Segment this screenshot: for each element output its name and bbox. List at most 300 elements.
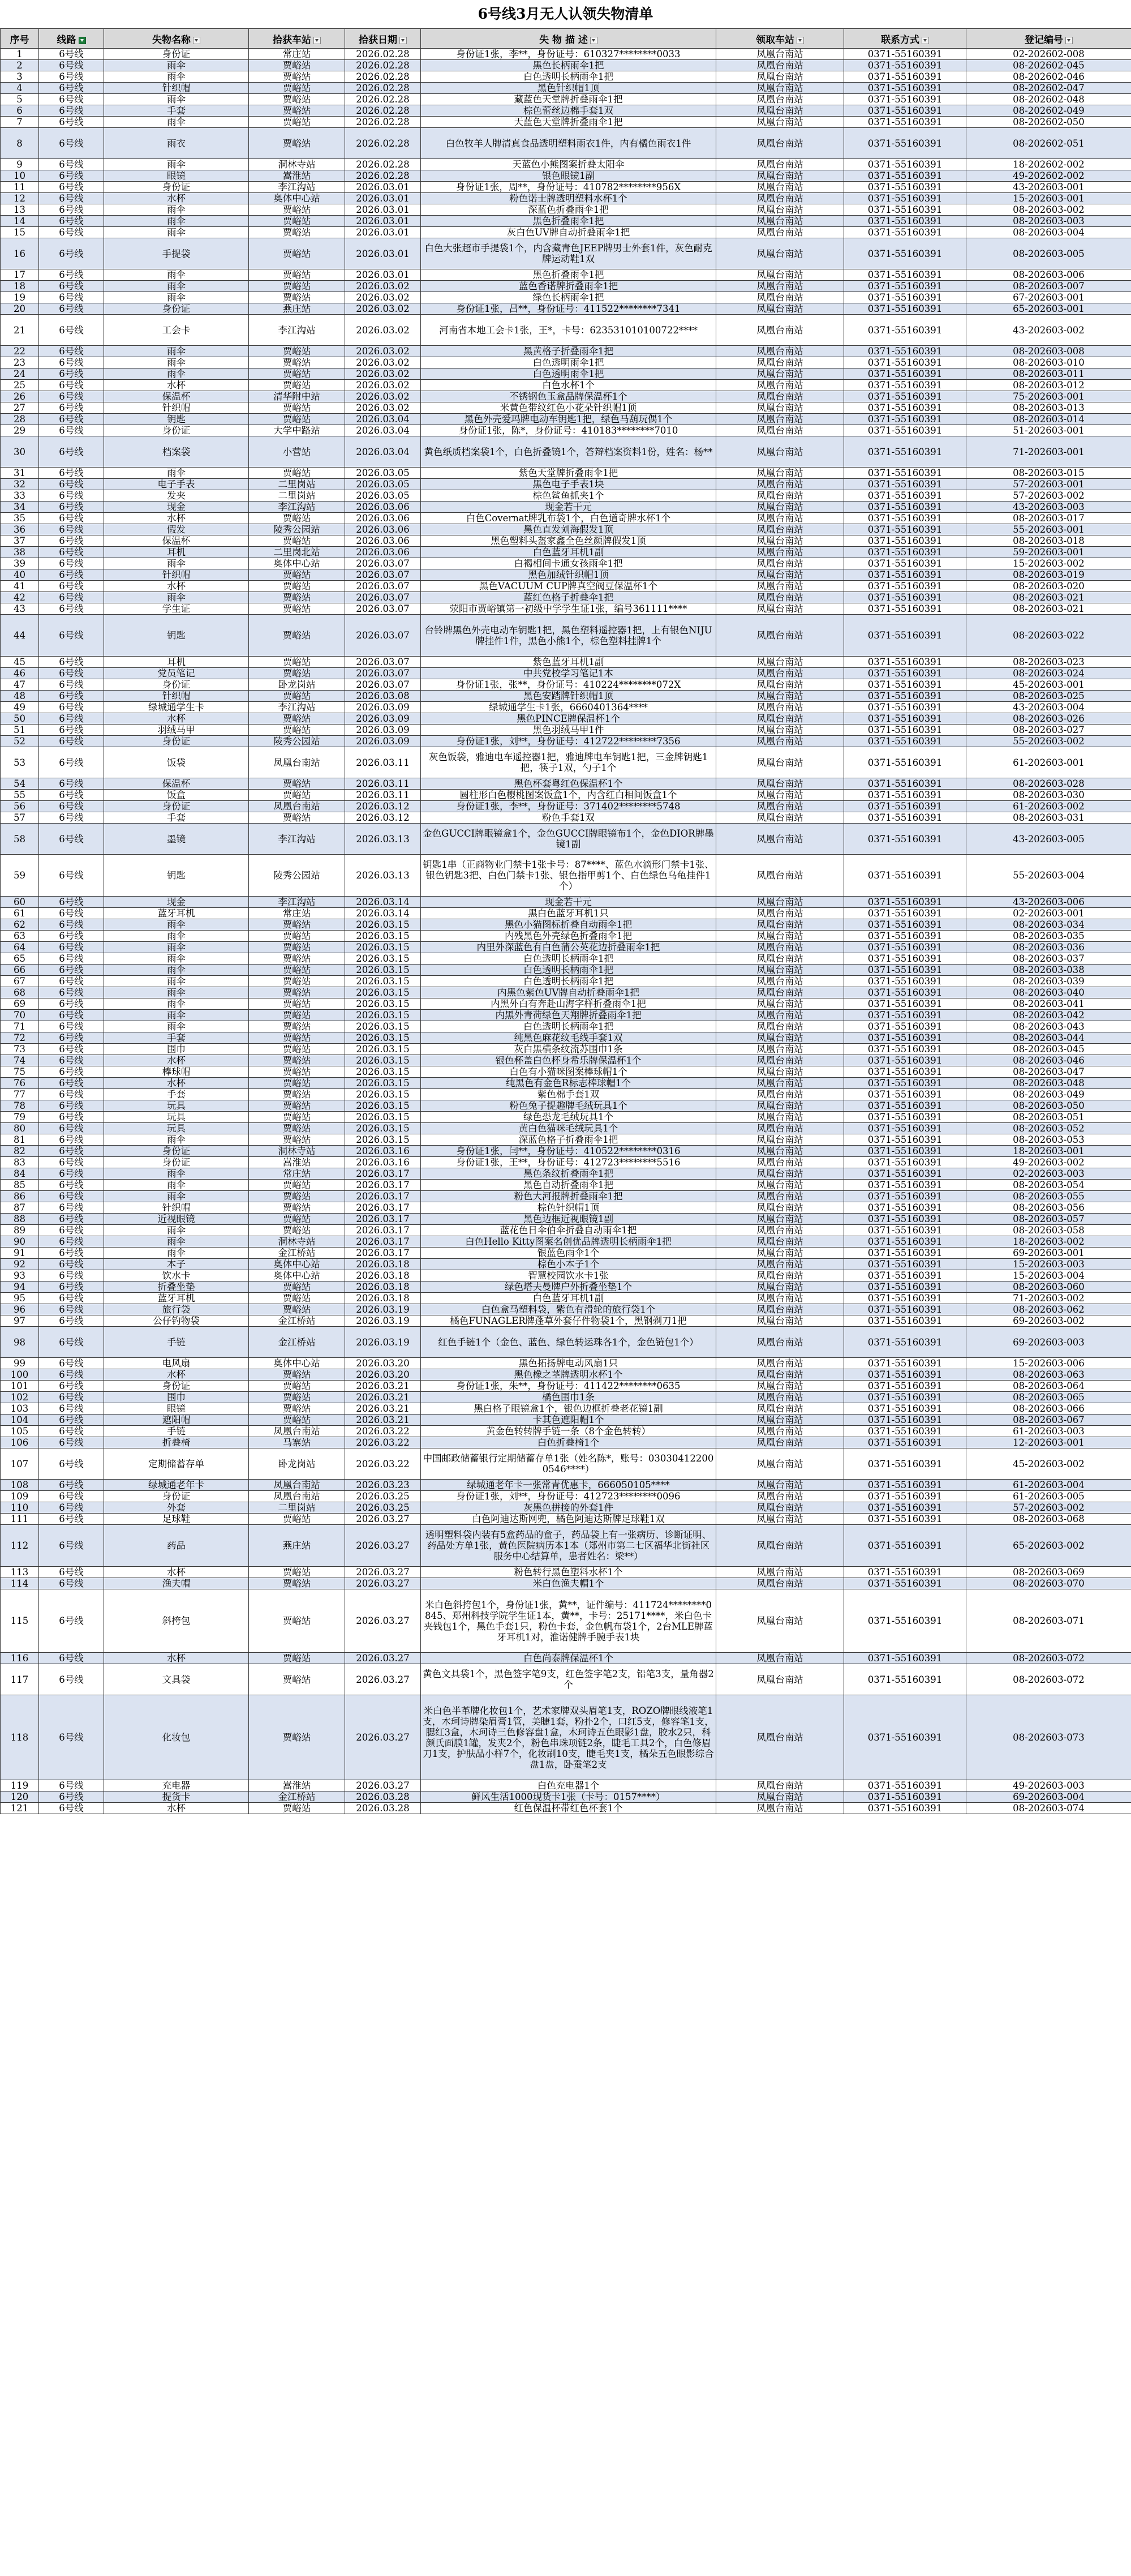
cell-desc[interactable]: 白色透明长柄雨伞1把: [421, 1021, 716, 1032]
cell-line[interactable]: 6号线: [39, 942, 104, 953]
cell-line[interactable]: 6号线: [39, 128, 104, 159]
cell-line[interactable]: 6号线: [39, 1259, 104, 1270]
cell-claim_at[interactable]: 凤凰台南站: [716, 1123, 844, 1134]
cell-reg[interactable]: 08-202603-052: [966, 1123, 1131, 1134]
cell-phone[interactable]: 0371-55160391: [844, 1134, 966, 1146]
cell-no[interactable]: 59: [1, 855, 39, 897]
cell-found_at[interactable]: 贾峪站: [249, 346, 345, 357]
cell-found_at[interactable]: 贾峪站: [249, 238, 345, 269]
cell-item[interactable]: 雨伞: [104, 987, 249, 998]
cell-phone[interactable]: 0371-55160391: [844, 855, 966, 897]
cell-phone[interactable]: 0371-55160391: [844, 1225, 966, 1236]
cell-claim_at[interactable]: 凤凰台南站: [716, 1437, 844, 1448]
cell-line[interactable]: 6号线: [39, 679, 104, 691]
cell-date[interactable]: 2026.03.02: [345, 391, 421, 402]
cell-found_at[interactable]: 小营站: [249, 436, 345, 468]
cell-phone[interactable]: 0371-55160391: [844, 1327, 966, 1358]
cell-date[interactable]: 2026.03.02: [345, 402, 421, 414]
cell-item[interactable]: 水杯: [104, 193, 249, 204]
cell-reg[interactable]: 08-202603-047: [966, 1066, 1131, 1078]
cell-desc[interactable]: 黑色边框近视眼镜1副: [421, 1214, 716, 1225]
cell-no[interactable]: 29: [1, 425, 39, 436]
cell-item[interactable]: 电子手表: [104, 479, 249, 490]
cell-phone[interactable]: 0371-55160391: [844, 668, 966, 679]
cell-line[interactable]: 6号线: [39, 170, 104, 182]
cell-date[interactable]: 2026.03.15: [345, 1123, 421, 1134]
cell-claim_at[interactable]: 凤凰台南站: [716, 368, 844, 380]
cell-no[interactable]: 63: [1, 931, 39, 942]
cell-reg[interactable]: 08-202603-049: [966, 1089, 1131, 1100]
cell-no[interactable]: 18: [1, 281, 39, 292]
cell-line[interactable]: 6号线: [39, 1514, 104, 1525]
cell-no[interactable]: 24: [1, 368, 39, 380]
cell-item[interactable]: 雨伞: [104, 1236, 249, 1248]
cell-date[interactable]: 2026.03.02: [345, 357, 421, 368]
cell-line[interactable]: 6号线: [39, 346, 104, 357]
cell-claim_at[interactable]: 凤凰台南站: [716, 1157, 844, 1168]
cell-desc[interactable]: 黑色PINCE牌保温杯1个: [421, 713, 716, 725]
cell-no[interactable]: 73: [1, 1044, 39, 1055]
cell-desc[interactable]: 紫色天堂牌折叠雨伞1把: [421, 468, 716, 479]
cell-line[interactable]: 6号线: [39, 1426, 104, 1437]
cell-reg[interactable]: 08-202603-046: [966, 1055, 1131, 1066]
cell-claim_at[interactable]: 凤凰台南站: [716, 668, 844, 679]
cell-reg[interactable]: 18-202602-002: [966, 159, 1131, 170]
cell-item[interactable]: 雨伞: [104, 1225, 249, 1236]
cell-reg[interactable]: 08-202603-065: [966, 1392, 1131, 1403]
cell-claim_at[interactable]: 凤凰台南站: [716, 83, 844, 94]
cell-date[interactable]: 2026.03.05: [345, 468, 421, 479]
cell-no[interactable]: 99: [1, 1358, 39, 1369]
cell-found_at[interactable]: 贾峪站: [249, 1415, 345, 1426]
cell-phone[interactable]: 0371-55160391: [844, 1032, 966, 1044]
cell-desc[interactable]: 内黑外青荷绿色天翔牌折叠雨伞1把: [421, 1010, 716, 1021]
cell-claim_at[interactable]: 凤凰台南站: [716, 128, 844, 159]
cell-phone[interactable]: 0371-55160391: [844, 812, 966, 824]
cell-item[interactable]: 耳机: [104, 657, 249, 668]
cell-found_at[interactable]: 贾峪站: [249, 357, 345, 368]
cell-phone[interactable]: 0371-55160391: [844, 380, 966, 391]
cell-no[interactable]: 1: [1, 49, 39, 60]
cell-no[interactable]: 7: [1, 117, 39, 128]
cell-desc[interactable]: 黑色塑料头盔家鑫全色丝颜牌假发1顶: [421, 535, 716, 547]
cell-no[interactable]: 110: [1, 1502, 39, 1514]
cell-found_at[interactable]: 贾峪站: [249, 976, 345, 987]
cell-desc[interactable]: 白色阿迪达斯网兜，橘色阿迪达斯牌足球鞋1双: [421, 1514, 716, 1525]
cell-item[interactable]: 针织帽: [104, 691, 249, 702]
cell-item[interactable]: 折叠椅: [104, 1437, 249, 1448]
cell-line[interactable]: 6号线: [39, 1010, 104, 1021]
cell-phone[interactable]: 0371-55160391: [844, 592, 966, 603]
cell-reg[interactable]: 08-202603-011: [966, 368, 1131, 380]
cell-date[interactable]: 2026.03.17: [345, 1180, 421, 1191]
cell-reg[interactable]: 67-202603-001: [966, 292, 1131, 303]
cell-reg[interactable]: 08-202603-021: [966, 592, 1131, 603]
cell-phone[interactable]: 0371-55160391: [844, 1304, 966, 1315]
cell-item[interactable]: 保温杯: [104, 535, 249, 547]
cell-desc[interactable]: 绿色恐龙毛绒玩具1个: [421, 1112, 716, 1123]
cell-item[interactable]: 档案袋: [104, 436, 249, 468]
cell-reg[interactable]: 08-202602-047: [966, 83, 1131, 94]
cell-claim_at[interactable]: 凤凰台南站: [716, 60, 844, 71]
cell-item[interactable]: 雨伞: [104, 204, 249, 216]
cell-item[interactable]: 遮阳帽: [104, 1415, 249, 1426]
cell-line[interactable]: 6号线: [39, 524, 104, 535]
cell-no[interactable]: 17: [1, 269, 39, 281]
cell-phone[interactable]: 0371-55160391: [844, 292, 966, 303]
cell-no[interactable]: 27: [1, 402, 39, 414]
cell-desc[interactable]: 纯黑色麻花纹毛线手套1双: [421, 1032, 716, 1044]
cell-line[interactable]: 6号线: [39, 1304, 104, 1315]
cell-phone[interactable]: 0371-55160391: [844, 558, 966, 569]
cell-item[interactable]: 雨伞: [104, 60, 249, 71]
cell-phone[interactable]: 0371-55160391: [844, 1392, 966, 1403]
cell-item[interactable]: 绿城通老年卡: [104, 1480, 249, 1491]
cell-desc[interactable]: 黑色直发刘海假发1顶: [421, 524, 716, 535]
cell-no[interactable]: 84: [1, 1168, 39, 1180]
cell-desc[interactable]: 鲜风生活1000现货卡1张（卡号：0157****）: [421, 1791, 716, 1803]
cell-no[interactable]: 92: [1, 1259, 39, 1270]
cell-item[interactable]: 蓝牙耳机: [104, 908, 249, 919]
cell-found_at[interactable]: 二里岗北站: [249, 547, 345, 558]
cell-claim_at[interactable]: 凤凰台南站: [716, 1327, 844, 1358]
cell-no[interactable]: 119: [1, 1780, 39, 1791]
cell-found_at[interactable]: 贾峪站: [249, 1392, 345, 1403]
cell-no[interactable]: 47: [1, 679, 39, 691]
cell-date[interactable]: 2026.03.15: [345, 1078, 421, 1089]
cell-no[interactable]: 33: [1, 490, 39, 502]
cell-no[interactable]: 86: [1, 1191, 39, 1202]
cell-date[interactable]: 2026.03.08: [345, 691, 421, 702]
cell-item[interactable]: 饭袋: [104, 747, 249, 778]
cell-no[interactable]: 2: [1, 60, 39, 71]
cell-no[interactable]: 60: [1, 897, 39, 908]
cell-desc[interactable]: 身份证1张，周**，身份证号：410782********956X: [421, 182, 716, 193]
cell-no[interactable]: 37: [1, 535, 39, 547]
cell-desc[interactable]: 黑色外壳爱玛牌电动车钥匙1把，绿色马葫玩偶1个: [421, 414, 716, 425]
cell-desc[interactable]: 天蓝色天堂牌折叠雨伞1把: [421, 117, 716, 128]
cell-phone[interactable]: 0371-55160391: [844, 402, 966, 414]
cell-claim_at[interactable]: 凤凰台南站: [716, 159, 844, 170]
cell-item[interactable]: 雨伞: [104, 357, 249, 368]
cell-line[interactable]: 6号线: [39, 1157, 104, 1168]
cell-no[interactable]: 109: [1, 1491, 39, 1502]
cell-item[interactable]: 围巾: [104, 1044, 249, 1055]
cell-phone[interactable]: 0371-55160391: [844, 490, 966, 502]
cell-item[interactable]: 雨伞: [104, 1010, 249, 1021]
cell-date[interactable]: 2026.03.11: [345, 747, 421, 778]
cell-no[interactable]: 46: [1, 668, 39, 679]
cell-line[interactable]: 6号线: [39, 49, 104, 60]
cell-desc[interactable]: 藏蓝色天堂牌折叠雨伞1把: [421, 94, 716, 105]
cell-date[interactable]: 2026.03.17: [345, 1191, 421, 1202]
cell-line[interactable]: 6号线: [39, 1180, 104, 1191]
cell-phone[interactable]: 0371-55160391: [844, 778, 966, 790]
cell-found_at[interactable]: 燕庄站: [249, 1525, 345, 1567]
cell-phone[interactable]: 0371-55160391: [844, 1112, 966, 1123]
cell-line[interactable]: 6号线: [39, 790, 104, 801]
cell-date[interactable]: 2026.03.20: [345, 1358, 421, 1369]
cell-no[interactable]: 85: [1, 1180, 39, 1191]
cell-line[interactable]: 6号线: [39, 558, 104, 569]
cell-item[interactable]: 水杯: [104, 380, 249, 391]
cell-reg[interactable]: 08-202603-020: [966, 581, 1131, 592]
cell-phone[interactable]: 0371-55160391: [844, 1157, 966, 1168]
cell-claim_at[interactable]: 凤凰台南站: [716, 965, 844, 976]
cell-item[interactable]: 墨镜: [104, 824, 249, 855]
cell-reg[interactable]: 08-202603-018: [966, 535, 1131, 547]
cell-claim_at[interactable]: 凤凰台南站: [716, 1225, 844, 1236]
cell-no[interactable]: 40: [1, 569, 39, 581]
cell-item[interactable]: 蓝牙耳机: [104, 1293, 249, 1304]
cell-desc[interactable]: 白色透明长柄雨伞1把: [421, 71, 716, 83]
cell-date[interactable]: 2026.03.06: [345, 502, 421, 513]
cell-desc[interactable]: 白色折叠椅1个: [421, 1437, 716, 1448]
cell-desc[interactable]: 白色透明长柄雨伞1把: [421, 953, 716, 965]
cell-phone[interactable]: 0371-55160391: [844, 942, 966, 953]
cell-line[interactable]: 6号线: [39, 1578, 104, 1589]
cell-item[interactable]: 身份证: [104, 801, 249, 812]
cell-claim_at[interactable]: 凤凰台南站: [716, 281, 844, 292]
cell-phone[interactable]: 0371-55160391: [844, 436, 966, 468]
cell-date[interactable]: 2026.03.22: [345, 1426, 421, 1437]
cell-no[interactable]: 52: [1, 736, 39, 747]
cell-item[interactable]: 钥匙: [104, 855, 249, 897]
cell-item[interactable]: 身份证: [104, 425, 249, 436]
cell-reg[interactable]: 08-202603-035: [966, 931, 1131, 942]
cell-found_at[interactable]: 贾峪站: [249, 725, 345, 736]
cell-desc[interactable]: 台铃牌黑色外壳电动车钥匙1把，黑色塑料遥控器1把，上有银色NIJU牌挂件1件，黑色小熊1个，棕色塑料挂牌1个: [421, 615, 716, 657]
cell-desc[interactable]: 中国邮政储蓄银行定期储蓄存单1张（姓名陈*，账号：030304122000546****）: [421, 1448, 716, 1480]
cell-reg[interactable]: 69-202603-002: [966, 1315, 1131, 1327]
cell-phone[interactable]: 0371-55160391: [844, 193, 966, 204]
cell-reg[interactable]: 55-202603-001: [966, 524, 1131, 535]
cell-found_at[interactable]: 贾峪站: [249, 402, 345, 414]
cell-desc[interactable]: 粉色手套1双: [421, 812, 716, 824]
cell-reg[interactable]: 08-202603-008: [966, 346, 1131, 357]
cell-claim_at[interactable]: 凤凰台南站: [716, 1044, 844, 1055]
cell-reg[interactable]: 08-202603-072: [966, 1653, 1131, 1664]
cell-found_at[interactable]: 燕庄站: [249, 303, 345, 315]
cell-date[interactable]: 2026.03.27: [345, 1695, 421, 1780]
cell-reg[interactable]: 08-202603-058: [966, 1225, 1131, 1236]
cell-found_at[interactable]: 奥体中心站: [249, 1259, 345, 1270]
cell-phone[interactable]: 0371-55160391: [844, 919, 966, 931]
cell-line[interactable]: 6号线: [39, 1293, 104, 1304]
cell-found_at[interactable]: 贾峪站: [249, 931, 345, 942]
cell-date[interactable]: 2026.03.11: [345, 790, 421, 801]
cell-desc[interactable]: 黑色针织帽1顶: [421, 83, 716, 94]
cell-found_at[interactable]: 贾峪站: [249, 1589, 345, 1653]
filter-dropdown-icon[interactable]: [590, 37, 597, 44]
cell-claim_at[interactable]: 凤凰台南站: [716, 1780, 844, 1791]
cell-found_at[interactable]: 卧龙岗站: [249, 679, 345, 691]
cell-found_at[interactable]: 奥体中心站: [249, 193, 345, 204]
cell-line[interactable]: 6号线: [39, 1791, 104, 1803]
cell-reg[interactable]: 08-202603-010: [966, 357, 1131, 368]
cell-found_at[interactable]: 贾峪站: [249, 592, 345, 603]
cell-item[interactable]: 水杯: [104, 1055, 249, 1066]
cell-no[interactable]: 106: [1, 1437, 39, 1448]
cell-item[interactable]: 眼镜: [104, 1403, 249, 1415]
cell-found_at[interactable]: 贾峪站: [249, 204, 345, 216]
cell-no[interactable]: 31: [1, 468, 39, 479]
cell-item[interactable]: 围巾: [104, 1392, 249, 1403]
cell-reg[interactable]: 08-202603-051: [966, 1112, 1131, 1123]
cell-reg[interactable]: 57-202603-002: [966, 1502, 1131, 1514]
cell-reg[interactable]: 08-202602-046: [966, 71, 1131, 83]
cell-no[interactable]: 26: [1, 391, 39, 402]
cell-line[interactable]: 6号线: [39, 1653, 104, 1664]
cell-no[interactable]: 71: [1, 1021, 39, 1032]
cell-item[interactable]: 身份证: [104, 303, 249, 315]
cell-desc[interactable]: 现金若干元: [421, 897, 716, 908]
cell-found_at[interactable]: 贾峪站: [249, 414, 345, 425]
cell-claim_at[interactable]: 凤凰台南站: [716, 468, 844, 479]
cell-found_at[interactable]: 卧龙岗站: [249, 1448, 345, 1480]
cell-claim_at[interactable]: 凤凰台南站: [716, 824, 844, 855]
cell-phone[interactable]: 0371-55160391: [844, 1415, 966, 1426]
cell-line[interactable]: 6号线: [39, 547, 104, 558]
cell-found_at[interactable]: 贾峪站: [249, 581, 345, 592]
cell-no[interactable]: 58: [1, 824, 39, 855]
cell-desc[interactable]: 黑白色蓝牙耳机1只: [421, 908, 716, 919]
cell-phone[interactable]: 0371-55160391: [844, 1358, 966, 1369]
cell-item[interactable]: 折叠坐垫: [104, 1281, 249, 1293]
cell-found_at[interactable]: 贾峪站: [249, 569, 345, 581]
cell-desc[interactable]: 圆柱形白色樱桃图案饭盒1个，内含红白相间饭盒1个: [421, 790, 716, 801]
cell-date[interactable]: 2026.03.19: [345, 1304, 421, 1315]
cell-reg[interactable]: 18-202603-002: [966, 1236, 1131, 1248]
cell-claim_at[interactable]: 凤凰台南站: [716, 908, 844, 919]
cell-desc[interactable]: 红色手链1个（金色、蓝色、绿色转运珠各1个，金色链包1个）: [421, 1327, 716, 1358]
cell-line[interactable]: 6号线: [39, 1044, 104, 1055]
cell-reg[interactable]: 08-202603-045: [966, 1044, 1131, 1055]
cell-phone[interactable]: 0371-55160391: [844, 1381, 966, 1392]
cell-desc[interactable]: 身份证1张，闫**，身份证号：410522********0316: [421, 1146, 716, 1157]
cell-line[interactable]: 6号线: [39, 1664, 104, 1695]
cell-desc[interactable]: 白色有小猫咪图案棒球帽1个: [421, 1066, 716, 1078]
cell-item[interactable]: 旅行袋: [104, 1304, 249, 1315]
cell-date[interactable]: 2026.03.07: [345, 615, 421, 657]
cell-claim_at[interactable]: 凤凰台南站: [716, 547, 844, 558]
cell-reg[interactable]: 57-202603-001: [966, 479, 1131, 490]
cell-reg[interactable]: 08-202602-050: [966, 117, 1131, 128]
cell-item[interactable]: 雨伞: [104, 1134, 249, 1146]
cell-desc[interactable]: 黑色橡之茎牌透明水杯1个: [421, 1369, 716, 1381]
cell-no[interactable]: 102: [1, 1392, 39, 1403]
cell-reg[interactable]: 08-202603-031: [966, 812, 1131, 824]
cell-no[interactable]: 19: [1, 292, 39, 303]
filter-dropdown-icon[interactable]: [193, 37, 200, 44]
cell-line[interactable]: 6号线: [39, 159, 104, 170]
cell-desc[interactable]: 灰白黑横条纹流苏围巾1条: [421, 1044, 716, 1055]
cell-phone[interactable]: 0371-55160391: [844, 976, 966, 987]
cell-date[interactable]: 2026.03.02: [345, 281, 421, 292]
cell-claim_at[interactable]: 凤凰台南站: [716, 216, 844, 227]
cell-item[interactable]: 手提袋: [104, 238, 249, 269]
cell-line[interactable]: 6号线: [39, 513, 104, 524]
cell-no[interactable]: 51: [1, 725, 39, 736]
cell-no[interactable]: 54: [1, 778, 39, 790]
cell-found_at[interactable]: 李江沟站: [249, 182, 345, 193]
cell-found_at[interactable]: 嵩淮站: [249, 170, 345, 182]
cell-claim_at[interactable]: 凤凰台南站: [716, 778, 844, 790]
cell-no[interactable]: 91: [1, 1248, 39, 1259]
cell-line[interactable]: 6号线: [39, 303, 104, 315]
cell-date[interactable]: 2026.03.15: [345, 1044, 421, 1055]
cell-no[interactable]: 45: [1, 657, 39, 668]
cell-no[interactable]: 68: [1, 987, 39, 998]
cell-found_at[interactable]: 贾峪站: [249, 668, 345, 679]
cell-date[interactable]: 2026.03.09: [345, 725, 421, 736]
cell-found_at[interactable]: 嵩淮站: [249, 1157, 345, 1168]
cell-reg[interactable]: 61-202603-001: [966, 747, 1131, 778]
cell-no[interactable]: 6: [1, 105, 39, 117]
cell-claim_at[interactable]: 凤凰台南站: [716, 1791, 844, 1803]
cell-date[interactable]: 2026.03.17: [345, 1168, 421, 1180]
cell-no[interactable]: 115: [1, 1589, 39, 1653]
cell-found_at[interactable]: 李江沟站: [249, 897, 345, 908]
cell-no[interactable]: 9: [1, 159, 39, 170]
cell-phone[interactable]: 0371-55160391: [844, 117, 966, 128]
cell-line[interactable]: 6号线: [39, 193, 104, 204]
cell-desc[interactable]: 不锈钢色玉盒品牌保温杯1个: [421, 391, 716, 402]
cell-line[interactable]: 6号线: [39, 315, 104, 346]
cell-reg[interactable]: 43-202603-006: [966, 897, 1131, 908]
cell-reg[interactable]: 59-202603-001: [966, 547, 1131, 558]
cell-desc[interactable]: 身份证1张，刘**，身份证号：412723********0096: [421, 1491, 716, 1502]
cell-item[interactable]: 雨伞: [104, 942, 249, 953]
cell-line[interactable]: 6号线: [39, 691, 104, 702]
cell-date[interactable]: 2026.03.06: [345, 524, 421, 535]
cell-found_at[interactable]: 贾峪站: [249, 998, 345, 1010]
cell-reg[interactable]: 08-202603-003: [966, 216, 1131, 227]
cell-no[interactable]: 22: [1, 346, 39, 357]
cell-line[interactable]: 6号线: [39, 569, 104, 581]
cell-desc[interactable]: 黑色折叠雨伞1把: [421, 269, 716, 281]
cell-date[interactable]: 2026.03.27: [345, 1525, 421, 1567]
cell-no[interactable]: 15: [1, 227, 39, 238]
cell-no[interactable]: 10: [1, 170, 39, 182]
cell-item[interactable]: 文具袋: [104, 1664, 249, 1695]
cell-item[interactable]: 充电器: [104, 1780, 249, 1791]
cell-phone[interactable]: 0371-55160391: [844, 1270, 966, 1281]
cell-line[interactable]: 6号线: [39, 380, 104, 391]
cell-date[interactable]: 2026.03.04: [345, 436, 421, 468]
cell-phone[interactable]: 0371-55160391: [844, 1044, 966, 1055]
cell-reg[interactable]: 08-202603-038: [966, 965, 1131, 976]
cell-item[interactable]: 水杯: [104, 713, 249, 725]
cell-item[interactable]: 身份证: [104, 679, 249, 691]
cell-item[interactable]: 渔夫帽: [104, 1578, 249, 1589]
cell-found_at[interactable]: 贾峪站: [249, 513, 345, 524]
cell-desc[interactable]: 黑色折叠雨伞1把: [421, 216, 716, 227]
cell-phone[interactable]: 0371-55160391: [844, 1078, 966, 1089]
cell-line[interactable]: 6号线: [39, 1281, 104, 1293]
cell-claim_at[interactable]: 凤凰台南站: [716, 1270, 844, 1281]
cell-no[interactable]: 36: [1, 524, 39, 535]
cell-line[interactable]: 6号线: [39, 117, 104, 128]
cell-claim_at[interactable]: 凤凰台南站: [716, 238, 844, 269]
cell-date[interactable]: 2026.03.15: [345, 953, 421, 965]
cell-desc[interactable]: 白色透明雨伞1把: [421, 368, 716, 380]
cell-found_at[interactable]: 贾峪站: [249, 105, 345, 117]
cell-phone[interactable]: 0371-55160391: [844, 1010, 966, 1021]
cell-phone[interactable]: 0371-55160391: [844, 657, 966, 668]
cell-item[interactable]: 羽绒马甲: [104, 725, 249, 736]
cell-date[interactable]: 2026.03.18: [345, 1270, 421, 1281]
